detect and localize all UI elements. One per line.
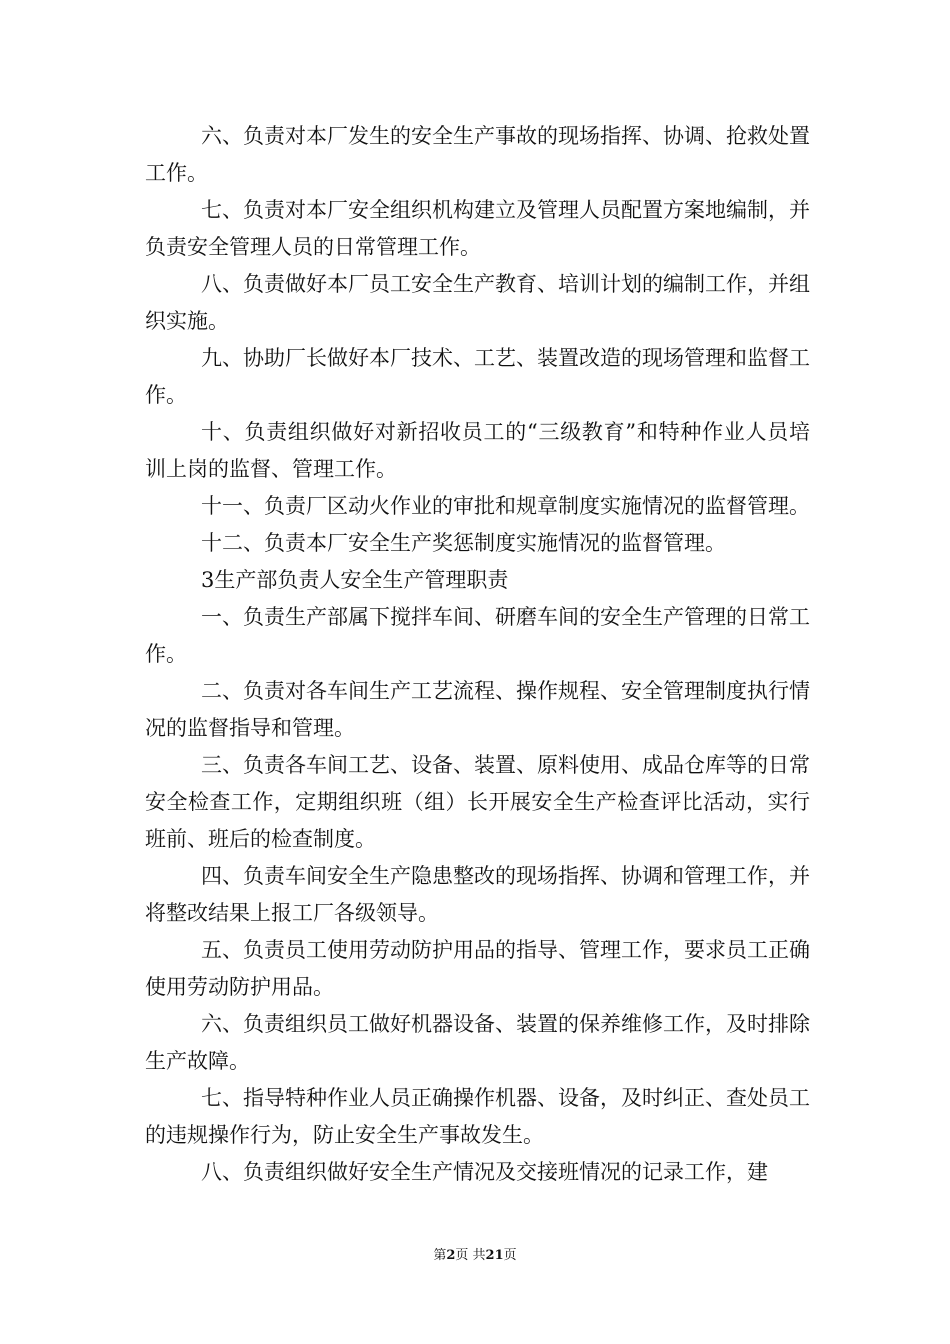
paragraph: 七、指导特种作业人员正确操作机器、设备，及时纠正、查处员工的违规操作行为，防止安全生产事故发生。: [145, 1086, 810, 1147]
paragraph: 十二、负责本厂安全生产奖惩制度实施情况的监督管理。: [201, 531, 726, 555]
paragraph: 一、负责生产部属下搅拌车间、研磨车间的安全生产管理的日常工作。: [145, 605, 810, 666]
footer-suffix: 页: [503, 1248, 517, 1263]
current-page-number: 2: [446, 1248, 456, 1263]
document-body: [145, 118, 810, 1191]
paragraph: 十一、负责厂区动火作业的审批和规章制度实施情况的监督管理。: [201, 494, 810, 518]
paragraph: 七、负责对本厂安全组织机构建立及管理人员配置方案地编制，并负责安全管理人员的日常管理工作。: [145, 198, 810, 259]
paragraph: 六、负责组织员工做好机器设备、装置的保养维修工作，及时排除生产故障。: [145, 1012, 810, 1073]
section-heading: 3生产部负责人安全生产管理职责: [201, 568, 509, 592]
paragraph: 三、负责各车间工艺、设备、装置、原料使用、成品仓库等的日常安全检查工作，定期组织班（组）长开展安全生产检查评比活动，实行班前、班后的检查制度。: [145, 753, 810, 851]
paragraph: 二、负责对各车间生产工艺流程、操作规程、安全管理制度执行情况的监督指导和管理。: [145, 679, 810, 740]
total-page-number: 21: [485, 1248, 504, 1263]
paragraph: 九、协助厂长做好本厂技术、工艺、装置改造的现场管理和监督工作。: [145, 346, 810, 407]
page-footer: [0, 1244, 950, 1263]
paragraph: 四、负责车间安全生产隐患整改的现场指挥、协调和管理工作，并将整改结果上报工厂各级领导。: [145, 864, 810, 925]
paragraph: 五、负责员工使用劳动防护用品的指导、管理工作，要求员工正确使用劳动防护用品。: [145, 938, 810, 999]
footer-prefix: 第: [433, 1248, 447, 1263]
paragraph: 十、负责组织做好对新招收员工的“三级教育”和特种作业人员培训上岗的监督、管理工作。: [145, 420, 810, 481]
footer-middle: 页 共: [455, 1248, 486, 1263]
paragraph: 八、负责做好本厂员工安全生产教育、培训计划的编制工作，并组织实施。: [145, 272, 810, 333]
paragraph: 六、负责对本厂发生的安全生产事故的现场指挥、协调、抢救处置工作。: [145, 124, 810, 185]
paragraph: 八、负责组织做好安全生产情况及交接班情况的记录工作，建: [201, 1160, 768, 1184]
